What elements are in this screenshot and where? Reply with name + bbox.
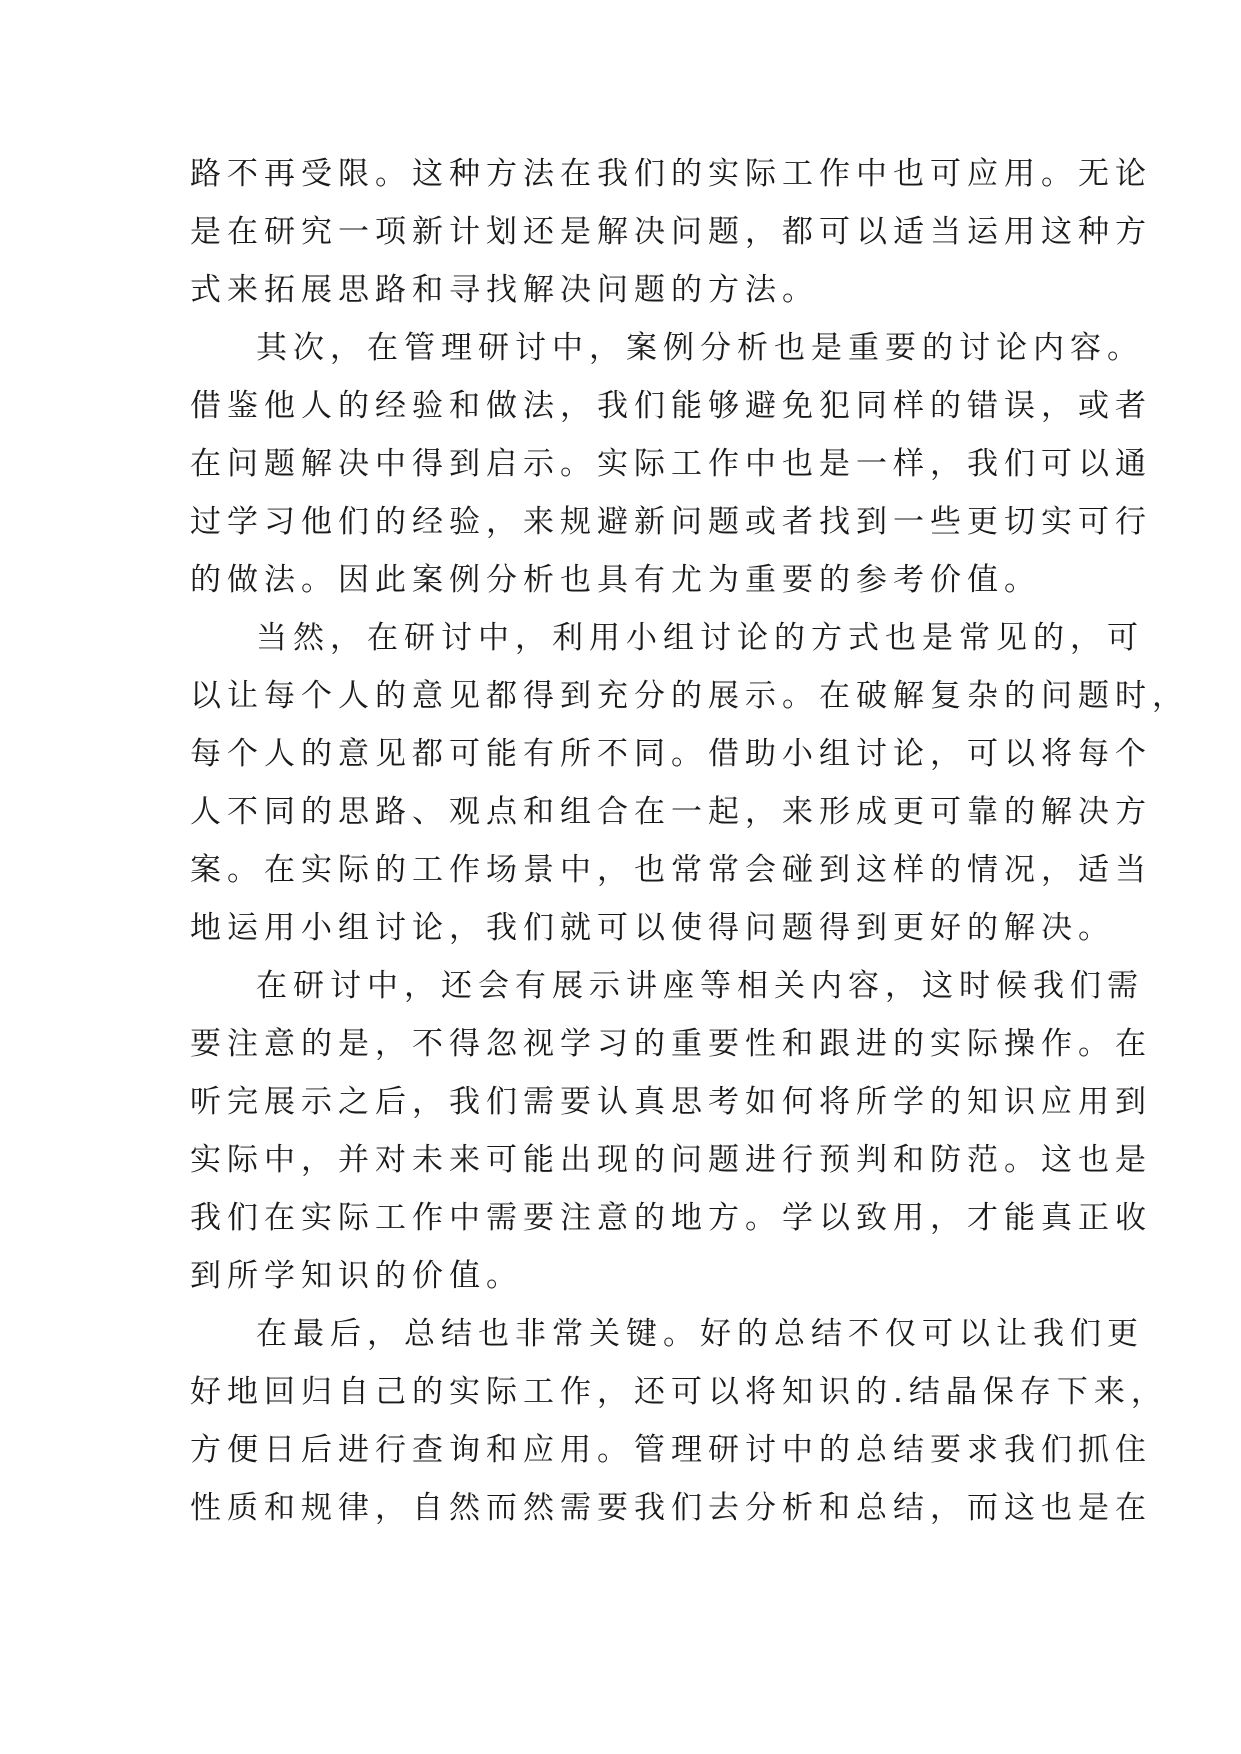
text-line: 在问题解决中得到启示。实际工作中也是一样，我们可以通 bbox=[190, 446, 1152, 482]
text-line: 是在研究一项新计划还是解决问题，都可以适当运用这种方 bbox=[190, 214, 1152, 250]
text-line: 到所学知识的价值。 bbox=[190, 1258, 523, 1294]
text-line: 好地回归自己的实际工作，还可以将知识的.结晶保存下来， bbox=[190, 1374, 1168, 1410]
text-line: 式来拓展思路和寻找解决问题的方法。 bbox=[190, 272, 819, 308]
text-line: 人不同的思路、观点和组合在一起，来形成更可靠的解决方 bbox=[190, 794, 1152, 830]
text-line: 每个人的意见都可能有所不同。借助小组讨论，可以将每个 bbox=[190, 736, 1152, 772]
paragraph-first-line: 在研讨中，还会有展示讲座等相关内容，这时候我们需 bbox=[256, 968, 1144, 1004]
text-line: 方便日后进行查询和应用。管理研讨中的总结要求我们抓住 bbox=[190, 1432, 1152, 1468]
text-line: 地运用小组讨论，我们就可以使得问题得到更好的解决。 bbox=[190, 910, 1115, 946]
text-line: 要注意的是，不得忽视学习的重要性和跟进的实际操作。在 bbox=[190, 1026, 1152, 1062]
text-line: 路不再受限。这种方法在我们的实际工作中也可应用。无论 bbox=[190, 156, 1152, 192]
body-text bbox=[190, 145, 1189, 1537]
text-line: 案。在实际的工作场景中，也常常会碰到这样的情况，适当 bbox=[190, 852, 1152, 888]
paragraph-first-line: 在最后，总结也非常关键。好的总结不仅可以让我们更 bbox=[256, 1316, 1144, 1352]
paragraph-first-line: 其次，在管理研讨中，案例分析也是重要的讨论内容。 bbox=[256, 330, 1144, 366]
text-line: 性质和规律，自然而然需要我们去分析和总结，而这也是在 bbox=[190, 1490, 1152, 1526]
text-line: 听完展示之后，我们需要认真思考如何将所学的知识应用到 bbox=[190, 1084, 1152, 1120]
text-line: 借鉴他人的经验和做法，我们能够避免犯同样的错误，或者 bbox=[190, 388, 1152, 424]
text-line: 我们在实际工作中需要注意的地方。学以致用，才能真正收 bbox=[190, 1200, 1152, 1236]
text-line: 以让每个人的意见都得到充分的展示。在破解复杂的问题时， bbox=[190, 678, 1189, 714]
text-line: 过学习他们的经验，来规避新问题或者找到一些更切实可行 bbox=[190, 504, 1152, 540]
text-line: 的做法。因此案例分析也具有尤为重要的参考价值。 bbox=[190, 562, 1041, 598]
text-line: 实际中，并对未来可能出现的问题进行预判和防范。这也是 bbox=[190, 1142, 1152, 1178]
paragraph-first-line: 当然，在研讨中，利用小组讨论的方式也是常见的，可 bbox=[256, 620, 1144, 656]
